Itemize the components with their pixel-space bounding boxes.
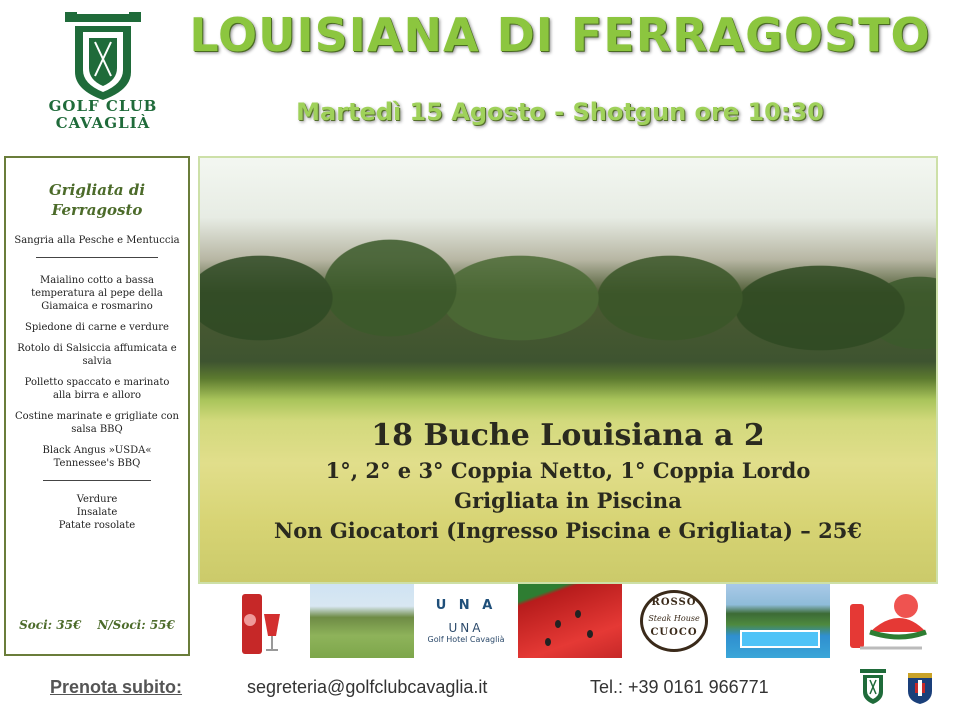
page-title: LOUISIANA DI FERRAGOSTO <box>189 8 931 62</box>
menu-item: Rotolo di Salsiccia affumicata e salvia <box>17 343 177 367</box>
menu-box <box>4 156 190 656</box>
logo-line2: CAVAGLIÀ <box>55 114 151 132</box>
una-hotel-logo <box>414 584 518 658</box>
menu-divider <box>43 480 151 481</box>
event-date: Martedì 15 Agosto - Shotgun ore 10:30 <box>296 98 824 126</box>
event-format: 18 Buche Louisiana a 2 <box>371 418 765 453</box>
menu-side: Verdure <box>76 494 118 505</box>
menu-item: Black Angus »USDA« Tennessee's BBQ <box>42 445 152 469</box>
golf-course-photo <box>198 156 938 584</box>
menu-title <box>12 180 182 220</box>
event-prizes: 1°, 2° e 3° Coppia Netto, 1° Coppia Lordo <box>325 458 811 483</box>
menu-item: Costine marinate e grigliate con salsa BBQ <box>15 411 179 435</box>
logo-text <box>48 98 158 132</box>
rosso-mid: Steak House <box>648 614 700 623</box>
phone-number[interactable]: Tel.: +39 0161 966771 <box>590 677 769 697</box>
watermelon-seeds-icon <box>518 584 622 658</box>
thumbnail-strip <box>206 584 934 658</box>
event-bbq: Grigliata in Piscina <box>454 488 682 513</box>
fruit-drinks-image <box>830 584 934 658</box>
sangria-glasses-icon <box>206 584 310 658</box>
menu-side: Insalate <box>76 507 118 518</box>
email-link[interactable]: segreteria@golfclubcavaglia.it <box>247 677 488 697</box>
rosso-top: ROSSO <box>651 597 697 608</box>
golf-club-crest-icon <box>858 668 888 708</box>
menu-side: Patate rosolate <box>58 520 136 531</box>
tree-line <box>200 218 936 358</box>
price-members: Soci: 35€ <box>19 618 82 632</box>
menu-item: Spiedone di carne e verdure <box>25 322 169 333</box>
watermelon-image <box>518 584 622 658</box>
menu-prices <box>6 618 188 632</box>
rosso-bottom: CUOCO <box>650 627 698 638</box>
rosso-cuoco-badge <box>640 590 708 652</box>
una-name: UNA <box>448 621 484 635</box>
golf-green-image <box>310 584 414 658</box>
event-nonplayers: Non Giocatori (Ingresso Piscina e Grigliata) – 25€ <box>274 518 862 543</box>
una-subtitle: Golf Hotel Cavaglià <box>427 635 505 644</box>
book-now-label: Prenota subito: <box>50 677 183 697</box>
rosso-cuoco-logo <box>622 584 726 658</box>
menu-item: Maialino cotto a bassa temperatura al pepe della Giamaica e rosmarino <box>31 275 163 312</box>
pool-water <box>740 630 820 648</box>
golf-club-logo <box>48 10 158 140</box>
menu-item: Polletto spaccato e marinato alla birra e alloro <box>24 377 170 401</box>
menu-title-line2: Ferragosto <box>51 201 143 219</box>
pool-image <box>726 584 830 658</box>
logo-line1: GOLF CLUB <box>48 97 158 115</box>
price-nonmembers: N/Soci: 55€ <box>97 618 175 632</box>
sangria-image <box>206 584 310 658</box>
event-details <box>200 416 936 546</box>
footer <box>0 677 960 707</box>
menu-divider <box>36 257 158 258</box>
menu-drink: Sangria alla Pesche e Mentuccia <box>14 235 180 246</box>
crest-icon <box>63 10 143 102</box>
menu-title-line1: Grigliata di <box>48 181 146 199</box>
federation-shield-icon <box>906 671 934 705</box>
una-letters: U N A <box>435 598 497 613</box>
fruit-drinks-icon <box>830 584 934 658</box>
